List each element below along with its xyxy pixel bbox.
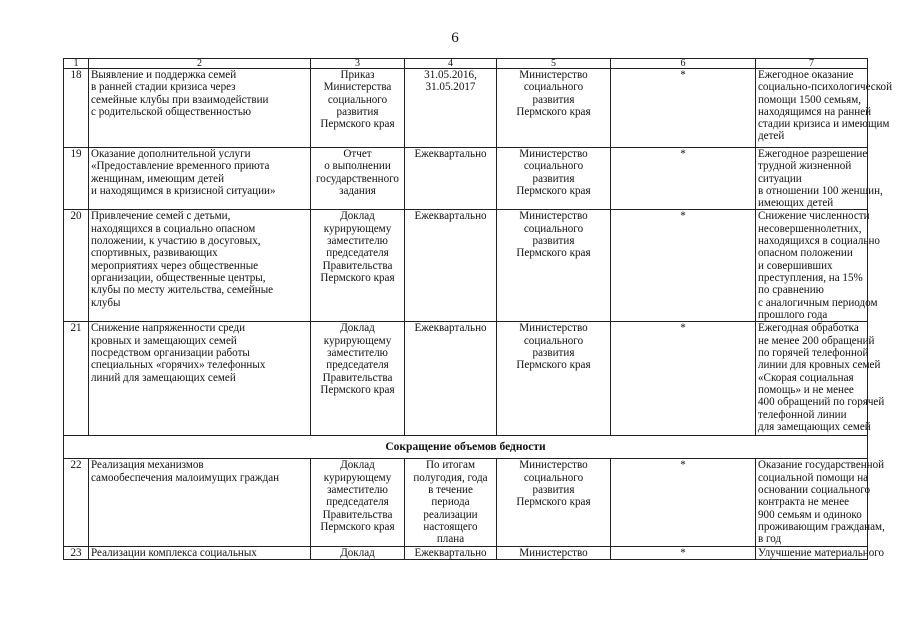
deadline-line: 31.05.2017: [425, 81, 476, 94]
measure-text-cell: [89, 210, 311, 322]
executor-line: социального: [523, 81, 584, 94]
expected-result-line: основании социального: [758, 484, 871, 497]
measure-text-line: спортивных, развивающих: [91, 247, 218, 260]
table-row: [64, 210, 868, 322]
expected-result-line: ситуации: [758, 172, 802, 185]
measure-text-line: женщинам, имеющим детей: [91, 172, 225, 185]
reporting-document-line: председателя: [326, 359, 389, 372]
executor-cell: [497, 69, 611, 148]
reporting-document-line: Правительства: [322, 259, 393, 272]
expected-result-line: помощи 1500 семьям,: [758, 93, 862, 106]
reporting-document-line: заместителю: [327, 347, 388, 360]
expected-result-line: помощь» и не менее: [758, 383, 854, 396]
reporting-document-line: Отчет: [343, 148, 372, 160]
reporting-document-line: заместителю: [327, 484, 388, 497]
measure-text-line: и находящимся в кризисной ситуации»: [91, 184, 276, 197]
measure-text-line: находящихся в социально опасном: [91, 222, 256, 235]
measure-text-line: Реализации комплекса социальных: [91, 546, 257, 559]
executor-line: Пермского края: [516, 496, 591, 509]
deadline-cell: [405, 69, 497, 148]
measure-text-line: посредством организации работы: [91, 347, 250, 360]
reporting-document-line: Пермского края: [320, 118, 395, 131]
executor-line: Пермского края: [516, 184, 591, 197]
measure-text-cell: [89, 148, 311, 210]
reporting-document-line: курирующему: [323, 334, 392, 347]
expected-result-cell: [756, 459, 885, 546]
column-number: 2: [89, 59, 311, 69]
expected-result-line: находящимся на ранней: [758, 105, 872, 118]
section-title: Сокращение объемов бедности: [64, 436, 868, 459]
deadline-line: Ежеквартально: [414, 322, 487, 335]
expected-result-line: в год: [758, 533, 782, 546]
asterisk-mark: *: [611, 322, 756, 436]
row-number: 22: [64, 459, 89, 546]
executor-cell: [497, 459, 611, 546]
measure-text-line: Снижение напряженности среди: [91, 322, 246, 335]
column-number: 1: [64, 59, 89, 69]
expected-result-line: 900 семьям и одиноко: [758, 508, 862, 521]
row-number: 21: [64, 322, 89, 436]
measure-text-cell: [89, 459, 311, 546]
expected-result-line: линии для кровных семей: [758, 359, 881, 372]
measure-text-line: мероприятиях через общественные: [91, 259, 259, 272]
measure-text-line: кровных и замещающих семей: [91, 334, 237, 347]
asterisk-mark: *: [611, 210, 756, 322]
column-number: 4: [405, 59, 497, 69]
executor-line: Министерство: [519, 546, 588, 559]
expected-result-line: преступления, на 15%: [758, 271, 863, 284]
deadline-line: настоящего: [423, 520, 478, 533]
reporting-document-line: социального: [327, 93, 388, 106]
reporting-document-line: развития: [336, 105, 379, 118]
deadline-line: 31.05.2016,: [424, 69, 477, 81]
expected-result-cell: [756, 148, 883, 210]
reporting-document-cell: [311, 210, 405, 322]
expected-result-line: в отношении 100 женщин,: [758, 184, 883, 197]
expected-result-line: для замещающих семей: [758, 420, 871, 433]
expected-result-line: проживающим гражданам,: [758, 520, 885, 533]
measure-text-line: организации, общественные центры,: [91, 271, 266, 284]
executor-cell: [497, 148, 611, 210]
expected-result-line: прошлого года: [758, 308, 828, 321]
expected-result-line: контракта не менее: [758, 496, 850, 509]
expected-result-cell: [756, 322, 885, 436]
deadline-cell: [405, 546, 497, 559]
reporting-document-line: Правительства: [322, 371, 393, 384]
reporting-document-line: курирующему: [323, 471, 392, 484]
expected-result-line: Ежегодное разрешение: [758, 148, 868, 160]
deadline-line: Ежеквартально: [414, 210, 487, 223]
column-number: 5: [497, 59, 611, 69]
deadline-line: реализации: [423, 508, 478, 521]
expected-result-line: стадии кризиса и имеющим: [758, 118, 890, 131]
reporting-document-line: Доклад: [340, 322, 375, 335]
plan-table: [63, 58, 893, 560]
executor-line: развития: [532, 235, 575, 248]
reporting-document-line: Пермского края: [320, 520, 395, 533]
executor-line: развития: [532, 93, 575, 106]
reporting-document-line: председателя: [326, 247, 389, 260]
expected-result-line: социальной помощи на: [758, 471, 869, 484]
deadline-line: По итогам: [425, 459, 475, 472]
executor-cell: [497, 322, 611, 436]
expected-result-line: Снижение численности: [758, 210, 870, 223]
executor-cell: [497, 210, 611, 322]
reporting-document-line: Доклад: [340, 459, 375, 472]
executor-line: Пермского края: [516, 105, 591, 118]
table-row: [64, 459, 868, 546]
expected-result-line: и совершивших: [758, 259, 833, 272]
executor-line: Пермского края: [516, 247, 591, 260]
column-number-row: [64, 59, 868, 69]
measure-text-line: линий для замещающих семей: [91, 371, 236, 384]
reporting-document-line: государственного: [316, 172, 399, 185]
expected-result-line: Улучшение материального: [758, 546, 885, 559]
measure-text-line: Оказание дополнительной услуги: [91, 148, 251, 160]
measure-text-line: «Предоставление временного приюта: [91, 160, 270, 173]
executor-line: Министерство: [519, 69, 588, 81]
deadline-line: Ежеквартально: [414, 546, 487, 559]
deadline-cell: [405, 210, 497, 322]
reporting-document-line: председателя: [326, 496, 389, 509]
deadline-line: периода: [431, 496, 470, 509]
expected-result-line: опасном положении: [758, 247, 853, 260]
measure-text-line: с родительской общественностью: [91, 105, 252, 118]
executor-line: социального: [523, 222, 584, 235]
expected-result-line: имеющих детей: [758, 197, 834, 210]
row-number: 20: [64, 210, 89, 322]
expected-result-line: несовершеннолетних,: [758, 222, 862, 235]
measure-text-line: клубы по месту жительства, семейные: [91, 284, 274, 297]
expected-result-cell: [756, 210, 880, 322]
page-number: 6: [451, 30, 459, 46]
executor-line: развития: [532, 172, 575, 185]
table-row: [64, 322, 868, 436]
measure-text-cell: [89, 69, 311, 148]
executor-line: развития: [532, 484, 575, 497]
measure-text-cell: [89, 322, 311, 436]
asterisk-mark: *: [611, 546, 756, 559]
expected-result-line: трудной жизненной: [758, 160, 852, 173]
deadline-line: плана: [436, 533, 465, 546]
expected-result-cell: [756, 69, 893, 148]
expected-result-line: телефонной линии: [758, 408, 847, 421]
reporting-document-cell: [311, 546, 405, 559]
table-row: [64, 546, 868, 559]
executor-line: развития: [532, 347, 575, 360]
executor-line: Министерство: [519, 322, 588, 335]
reporting-document-line: Министерства: [323, 81, 392, 94]
section-header-row: [64, 436, 868, 459]
column-number: 6: [611, 59, 756, 69]
asterisk-mark: *: [611, 459, 756, 546]
asterisk-mark: *: [611, 148, 756, 210]
expected-result-line: Ежегодное оказание: [758, 69, 854, 81]
expected-result-line: с аналогичным периодом: [758, 296, 878, 309]
measure-text-line: специальных «горячих» телефонных: [91, 359, 266, 372]
expected-result-line: 400 обращений по горячей: [758, 396, 885, 409]
reporting-document-cell: [311, 148, 405, 210]
deadline-cell: [405, 459, 497, 546]
deadline-cell: [405, 148, 497, 210]
measure-text-line: Выявление и поддержка семей: [91, 69, 237, 81]
measure-text-line: в ранней стадии кризиса через: [91, 81, 236, 94]
row-number: 18: [64, 69, 89, 148]
measure-text-line: семейные клубы при взаимодействии: [91, 93, 269, 106]
measure-text-line: Реализация механизмов: [91, 459, 204, 472]
row-number: 19: [64, 148, 89, 210]
reporting-document-line: Пермского края: [320, 383, 395, 396]
deadline-cell: [405, 322, 497, 436]
reporting-document-line: задания: [339, 184, 376, 197]
executor-line: Министерство: [519, 210, 588, 223]
deadline-line: полугодия, года: [413, 471, 488, 484]
table-row: [64, 148, 868, 210]
reporting-document-cell: [311, 322, 405, 436]
executor-line: Пермского края: [516, 359, 591, 372]
measure-text-line: клубы: [91, 296, 121, 309]
deadline-line: Ежеквартально: [414, 148, 487, 160]
executor-line: Министерство: [519, 459, 588, 472]
asterisk-mark: *: [611, 69, 756, 148]
executor-cell: [497, 546, 611, 559]
reporting-document-cell: [311, 69, 405, 148]
expected-result-line: Ежегодная обработка: [758, 322, 859, 335]
reporting-document-line: Приказ: [340, 69, 375, 81]
expected-result-line: социально-психологической: [758, 81, 893, 94]
expected-result-line: не менее 200 обращений: [758, 334, 875, 347]
deadline-line: в течение: [428, 484, 473, 497]
reporting-document-line: Правительства: [322, 508, 393, 521]
reporting-document-line: курирующему: [323, 222, 392, 235]
executor-line: социального: [523, 471, 584, 484]
expected-result-cell: [756, 546, 885, 559]
reporting-document-line: заместителю: [327, 235, 388, 248]
measure-text-line: Привлечение семей с детьми,: [91, 210, 231, 223]
reporting-document-cell: [311, 459, 405, 546]
table-row: [64, 69, 868, 148]
measure-text-cell: [89, 546, 311, 559]
expected-result-line: детей: [758, 130, 785, 143]
expected-result-line: находящихся в социально: [758, 235, 880, 248]
column-number: 3: [311, 59, 405, 69]
reporting-document-line: Доклад: [340, 210, 375, 223]
measure-text-line: самообеспечения малоимущих граждан: [91, 471, 280, 484]
column-number: 7: [756, 59, 868, 69]
executor-line: Министерство: [519, 148, 588, 160]
reporting-document-line: о выполнении: [324, 160, 391, 173]
expected-result-line: «Скорая социальная: [758, 371, 854, 384]
reporting-document-line: Доклад: [340, 546, 375, 559]
expected-result-line: Оказание государственной: [758, 459, 885, 472]
row-number: 23: [64, 546, 89, 559]
expected-result-line: по сравнению: [758, 284, 824, 297]
expected-result-line: по горячей телефонной: [758, 347, 869, 360]
reporting-document-line: Пермского края: [320, 271, 395, 284]
executor-line: социального: [523, 160, 584, 173]
measure-text-line: положении, к участию в досуговых,: [91, 235, 261, 248]
executor-line: социального: [523, 334, 584, 347]
